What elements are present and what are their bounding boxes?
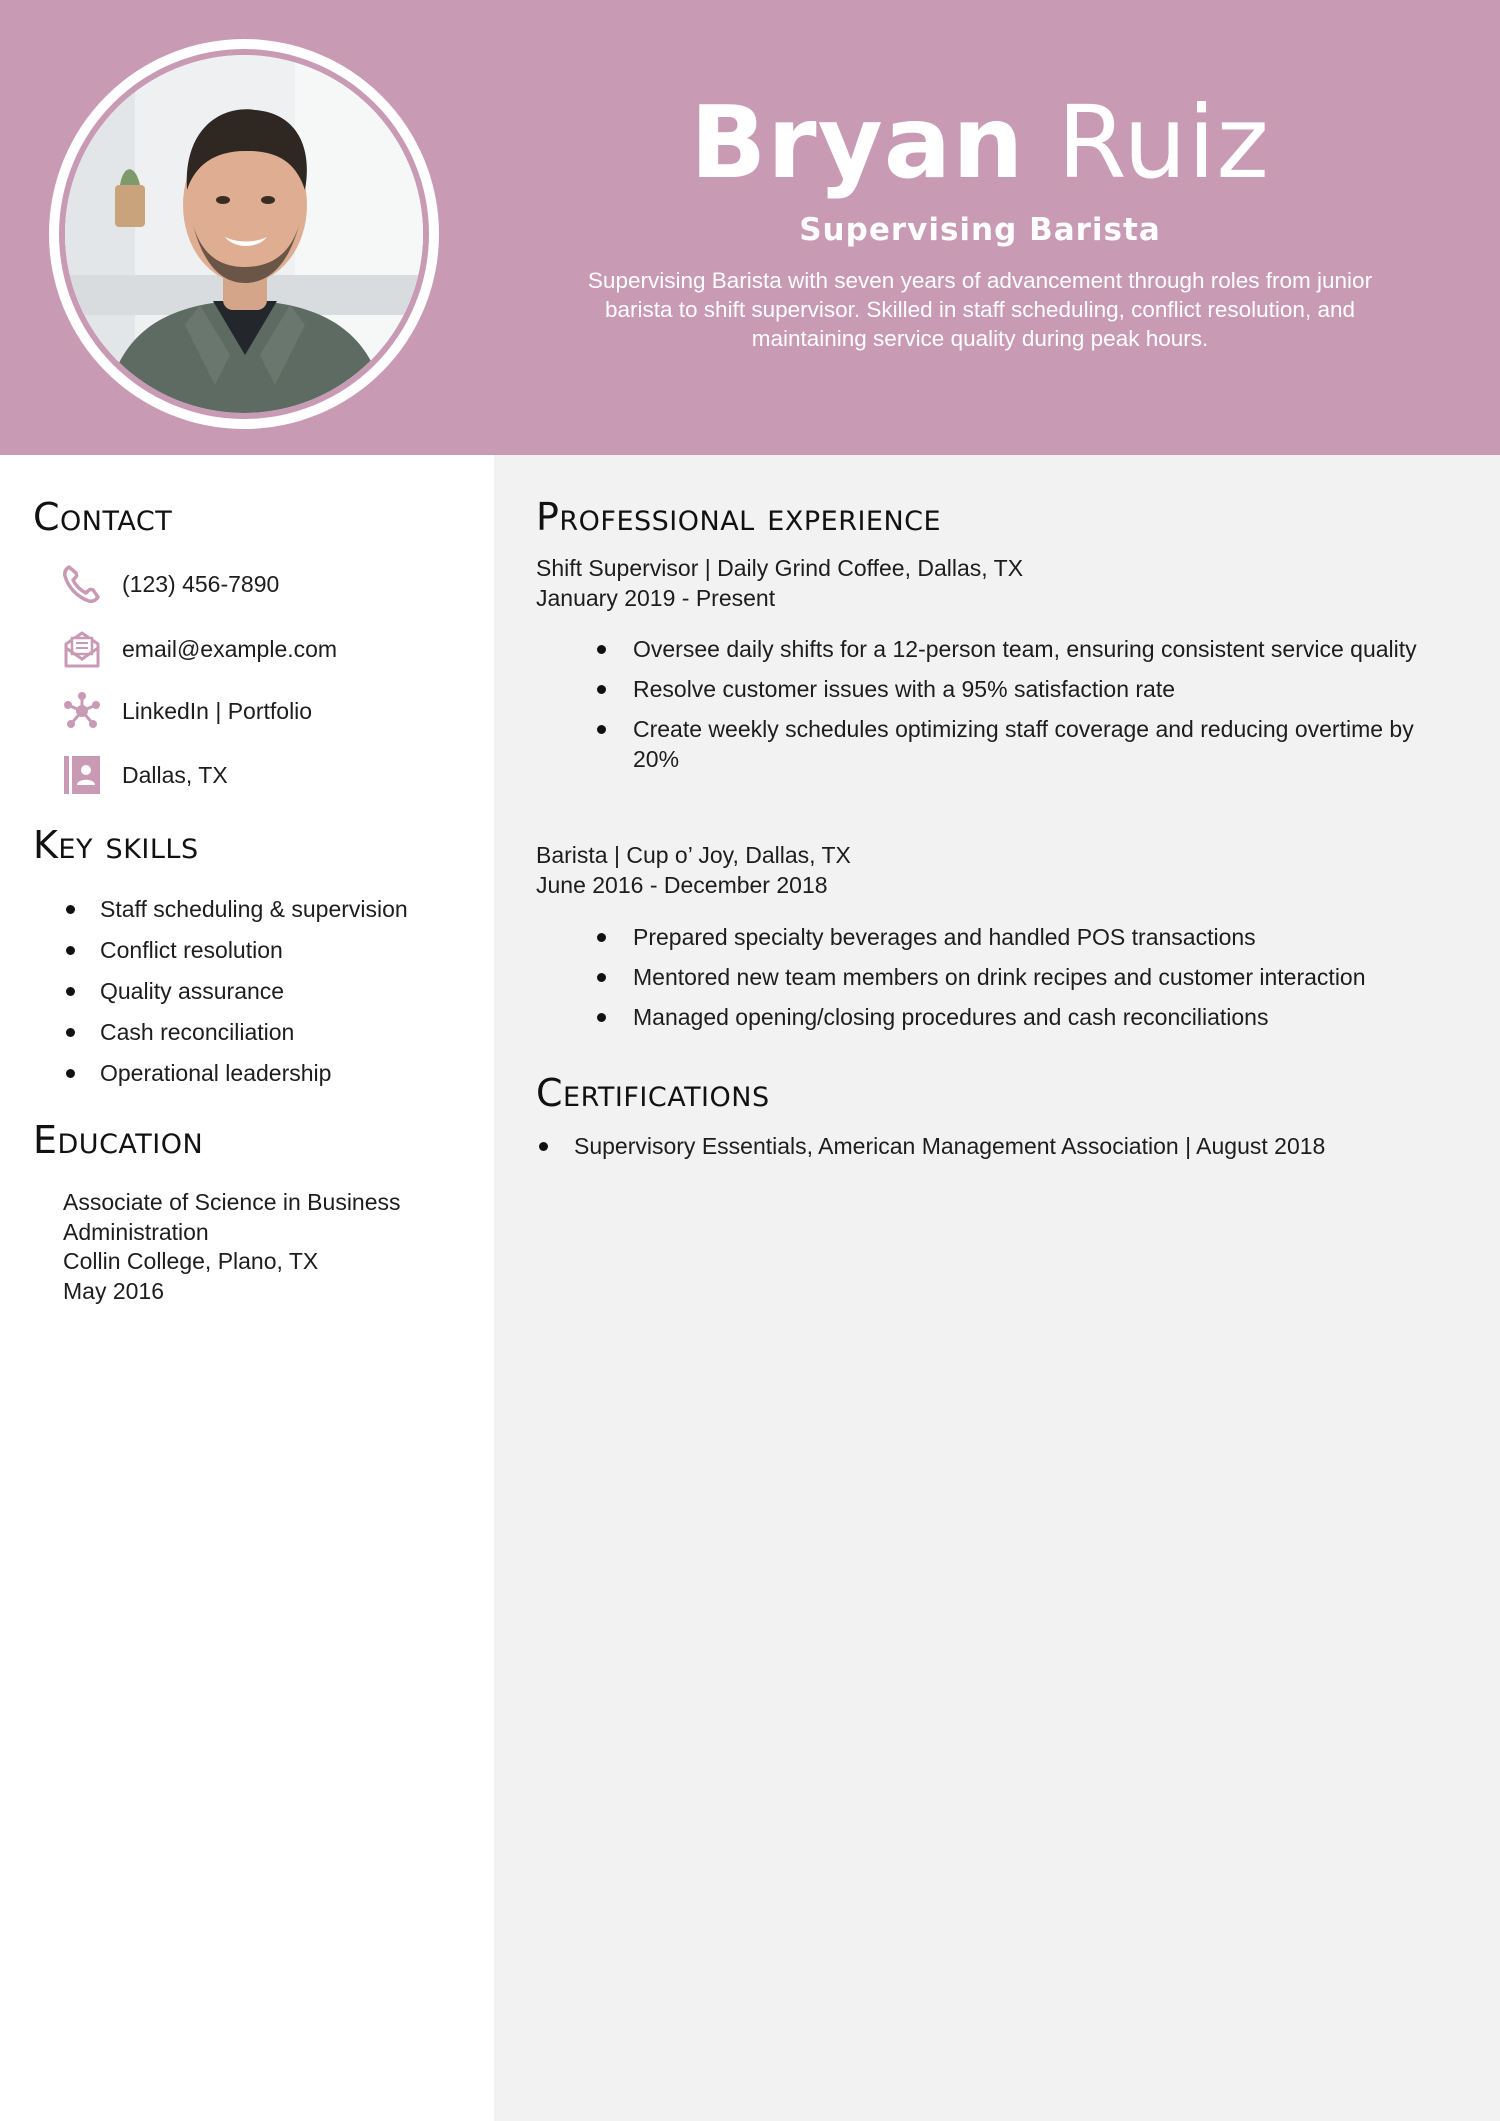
network-icon: [60, 689, 104, 733]
skill-item: Quality assurance: [63, 976, 483, 1006]
job-title-line: Shift Supervisor | Daily Grind Coffee, Dallas, TX: [536, 555, 1024, 581]
contact-item-email: [60, 627, 337, 671]
job-dates: January 2019 - Present: [536, 584, 776, 611]
contact-links-text: LinkedIn | Portfolio: [122, 697, 313, 724]
job-bullet: Create weekly schedules optimizing staff coverage and reducing overtime by 20%: [594, 714, 1454, 774]
skill-item: Cash reconciliation: [63, 1017, 483, 1047]
job-header: [536, 554, 1436, 613]
left-column: [0, 455, 494, 2121]
contact-card-icon: [60, 753, 104, 797]
last-name: Ruiz: [1057, 84, 1270, 201]
contact-email-text: email@example.com: [122, 635, 338, 662]
contact-heading: Contact: [33, 495, 173, 539]
contact-location-text: Dallas, TX: [122, 761, 228, 788]
job-bullet: Managed opening/closing procedures and cash reconciliations: [594, 1002, 1454, 1032]
job-bullet: Mentored new team members on drink recipes and customer interaction: [594, 962, 1454, 992]
profile-photo-ring: [59, 49, 429, 419]
job-bullets: [594, 634, 1454, 784]
job-header: [536, 841, 1436, 900]
education-degree: Associate of Science in Business Administration: [63, 1189, 401, 1245]
phone-icon: [60, 562, 104, 606]
profile-photo-frame: [49, 39, 439, 429]
certification-item: Supervisory Essentials, American Management Association | August 2018: [536, 1131, 1456, 1161]
contact-item-phone: [60, 562, 279, 606]
header-banner: [0, 0, 1500, 455]
job-bullet: Oversee daily shifts for a 12-person team, ensuring consistent service quality: [594, 634, 1454, 664]
contact-item-location: [60, 753, 228, 797]
skill-item: Conflict resolution: [63, 935, 483, 965]
education-date: May 2016: [63, 1277, 165, 1304]
skill-item: Staff scheduling & supervision: [63, 894, 483, 924]
education-entry: [63, 1188, 453, 1306]
profile-photo: [65, 55, 423, 413]
job-bullet: Prepared specialty beverages and handled POS transactions: [594, 922, 1454, 952]
education-school: Collin College, Plano, TX: [63, 1248, 319, 1274]
skills-list: [63, 894, 483, 1099]
contact-item-links: [60, 689, 312, 733]
job-bullets: [594, 922, 1454, 1042]
skills-heading: Key skills: [33, 823, 199, 867]
job-title: Supervising Barista: [799, 212, 1161, 248]
skill-item: Operational leadership: [63, 1058, 483, 1088]
profile-summary: Supervising Barista with seven years of advancement through roles from junior barista to shift supervisor. Skilled in staff scheduling, conflict resolution, and maintaining service quality during peak hours.: [587, 268, 1373, 351]
contact-phone-text: (123) 456-7890: [122, 570, 280, 597]
job-dates: June 2016 - December 2018: [536, 871, 828, 898]
job-bullet: Resolve customer issues with a 95% satisfaction rate: [594, 674, 1454, 704]
right-column: [494, 455, 1500, 2121]
certifications-list: [536, 1131, 1456, 1161]
education-heading: Education: [33, 1118, 204, 1162]
first-name: Bryan: [690, 84, 1025, 201]
certifications-heading: Certifications: [536, 1071, 770, 1115]
portrait-illustration: [65, 55, 423, 413]
experience-heading: Professional experience: [536, 495, 942, 539]
email-icon: [60, 627, 104, 671]
job-title-line: Barista | Cup o’ Joy, Dallas, TX: [536, 842, 851, 868]
candidate-name: [560, 84, 1400, 201]
